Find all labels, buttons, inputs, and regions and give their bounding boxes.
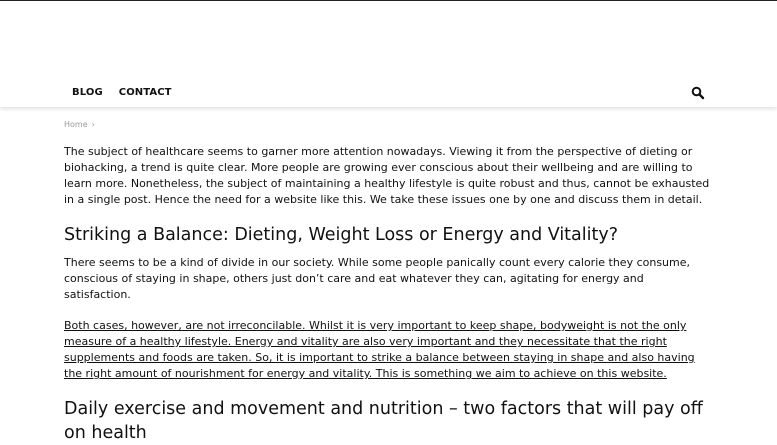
search-icon [691,86,705,100]
breadcrumb-home[interactable]: Home [64,120,88,129]
breadcrumb [64,120,95,130]
paragraph-link-balance[interactable]: Both cases, however, are not irreconcilable. Whilst it is very important to keep shape, bodyweight is not the only measure of a healthy lifestyle. Energy and vitality are also very important and they necessitate that the right supplements and foods are taken. So, it is important to strike a balance between staying in shape and also having the right amount of nourishment for energy and vitality. This is something we aim to achieve on this website. [64,319,695,380]
section-heading-balance: Striking a Balance: Dieting, Weight Loss or Energy and Vitality? [64,225,619,245]
intro-paragraph: The subject of healthcare seems to garner more attention nowadays. Viewing it from the perspective of dieting or biohacking, a trend is quite clear. More people are growing ever conscious about their wellbeing and are willing to learn more. Nonetheless, the subject of maintaining a healthy lifestyle is quite robust and thus, cannot be exhausted in a single post. Hence the need for a website like this. We take these issues one by one and discuss them in detail. [64,145,710,206]
main-nav [64,86,180,100]
paragraph-divide: There seems to be a kind of divide in our society. While some people panically count every calorie they consume, conscious of staying in shape, others just don’t care and eat whatever they can, agitating for energy and satisfaction. [64,256,691,301]
breadcrumb-separator: › [91,120,95,129]
section-heading-exercise: Daily exercise and movement and nutrition – two factors that will pay off on health [64,399,703,443]
site-header [0,1,777,107]
article-content [64,144,714,445]
nav-item-blog[interactable]: BLOG [72,87,103,98]
nav-item-contact[interactable]: CONTACT [118,87,172,98]
search-button[interactable] [691,85,705,99]
